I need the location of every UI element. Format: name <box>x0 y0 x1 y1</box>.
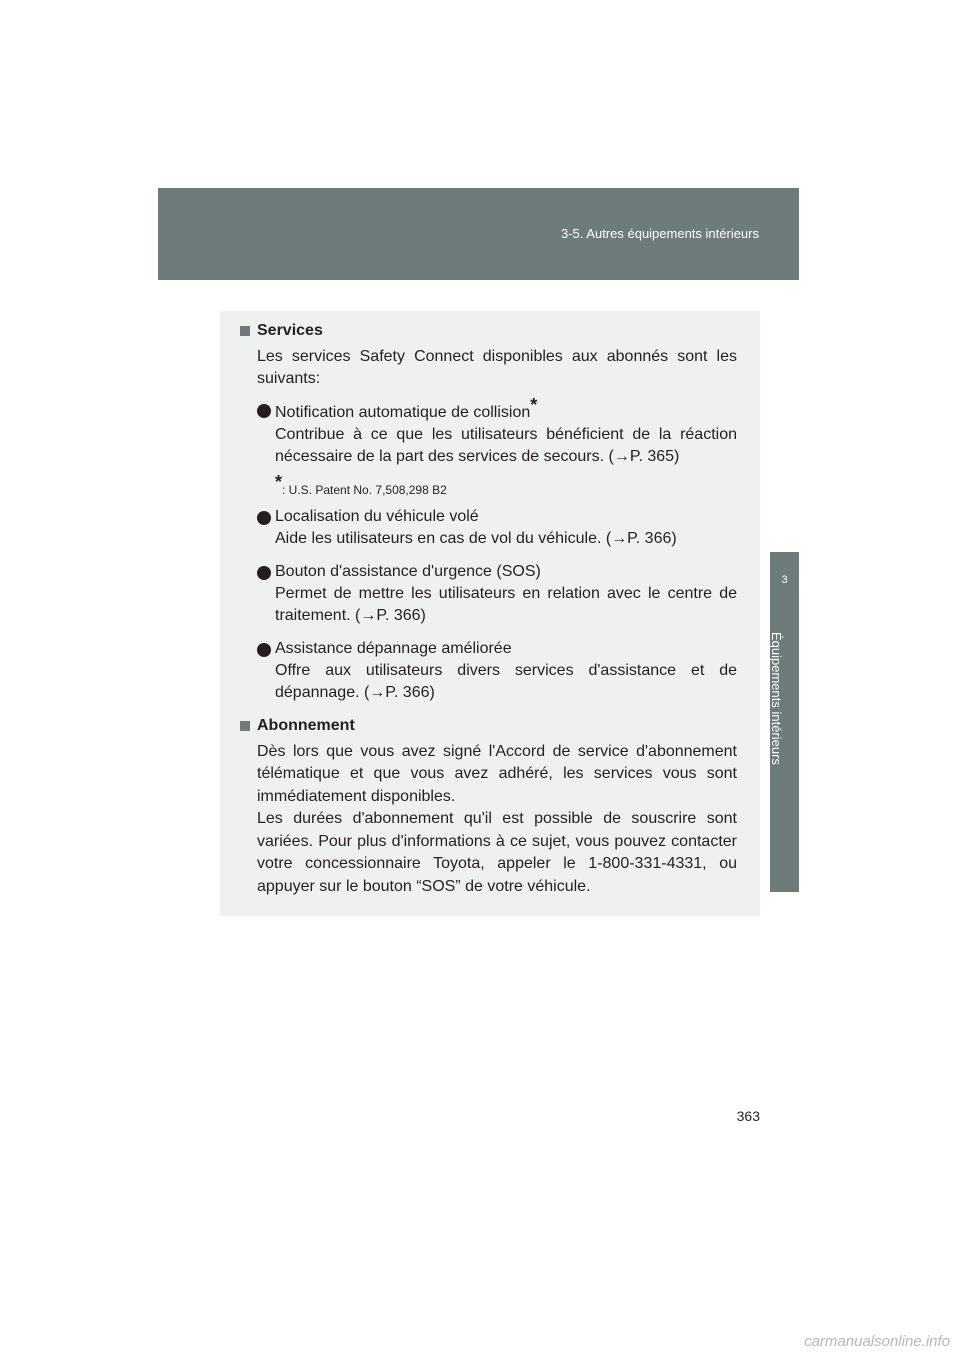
abonnement-line: télématique et que vous avez adhéré, les services vous sont <box>257 765 737 782</box>
abonnement-line: Les durées d'abonnement qu'il est possible de souscrire sont <box>257 810 737 827</box>
service-item-title: Bouton d'assistance d'urgence (SOS) <box>275 563 541 580</box>
service-item-title-text: Notification automatique de collision <box>275 404 531 421</box>
section-title: 3-5. Autres équipements intérieurs <box>561 226 759 241</box>
abonnement-heading: Abonnement <box>257 717 355 734</box>
abonnement-line: variées. Pour plus d'informations à ce sujet, vous pouvez contacter <box>257 833 737 850</box>
heading-square-icon <box>240 326 250 336</box>
service-item-desc: nécessaire de la part des services de secours. (→P. 365) <box>275 448 680 465</box>
bullet-icon <box>257 643 271 657</box>
bullet-icon <box>257 511 271 525</box>
abonnement-line: immédiatement disponibles. <box>257 788 456 805</box>
page-number: 363 <box>736 1108 760 1124</box>
services-intro-line: suivants: <box>257 370 321 387</box>
footnote-mark: * <box>275 472 283 492</box>
abonnement-line: appuyer sur le bouton “SOS” de votre véhicule. <box>257 878 591 895</box>
heading-square-icon <box>240 721 250 731</box>
abonnement-line: votre concessionnaire Toyota, appeler le 1-800-331-4331, ou <box>257 855 737 872</box>
service-item-desc: dépannage. (→P. 366) <box>275 684 435 701</box>
asterisk-mark: * <box>530 395 538 415</box>
chapter-side-tab <box>770 552 799 892</box>
service-item-title: Localisation du véhicule volé <box>275 508 479 525</box>
service-item-title <box>275 395 538 424</box>
abonnement-line: Dès lors que vous avez signé l'Accord de service d'abonnement <box>257 743 737 760</box>
service-item-desc: Permet de mettre les utilisateurs en relation avec le centre de <box>275 585 737 602</box>
service-item-desc: Contribue à ce que les utilisateurs bénéficient de la réaction <box>275 426 737 443</box>
services-intro-line: Les services Safety Connect disponibles aux abonnés sont les <box>257 348 737 365</box>
content-panel <box>220 311 760 916</box>
bullet-icon <box>257 404 271 418</box>
section-header-band <box>158 188 799 280</box>
watermark: carmanualsonline.info <box>804 1333 950 1350</box>
chapter-number: 3 <box>781 574 788 586</box>
services-heading: Services <box>257 322 323 339</box>
service-item-desc: Offre aux utilisateurs divers services d'assistance et de <box>275 662 737 679</box>
footnote <box>275 472 447 501</box>
service-item-title: Assistance dépannage améliorée <box>275 640 512 657</box>
service-item-desc: Aide les utilisateurs en cas de vol du véhicule. (→P. 366) <box>275 530 677 547</box>
chapter-label: Équipements intérieurs <box>769 632 784 765</box>
bullet-icon <box>257 566 271 580</box>
service-item-desc: traitement. (→P. 366) <box>275 607 426 624</box>
footnote-text: : U.S. Patent No. 7,508,298 B2 <box>282 483 447 497</box>
